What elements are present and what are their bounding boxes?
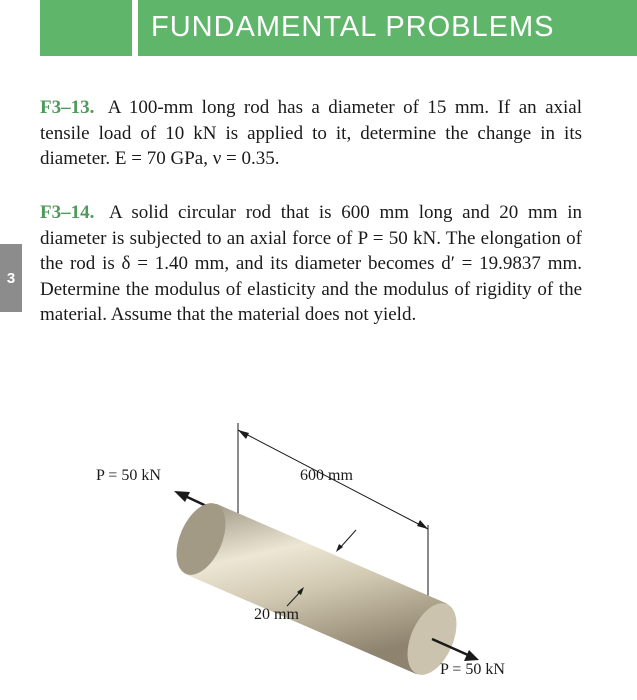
diameter-label: 20 mm (254, 606, 299, 623)
length-label: 600 mm (300, 467, 353, 484)
left-load-arrowhead (174, 491, 190, 502)
problem-number: F3–14. (40, 202, 95, 223)
banner-title: FUNDAMENTAL PROBLEMS (151, 11, 555, 43)
left-load-label: P = 50 kN (96, 467, 161, 484)
right-load-label: P = 50 kN (440, 661, 505, 678)
length-arrowhead-right (417, 520, 428, 529)
chapter-tab: 3 (0, 244, 22, 312)
problem-text: A 100-mm long rod has a diameter of 15 mm. If an axial tensile load of 10 kN is applied to it, determine the change in its diameter. E = 70 GPa, ν = 0.35. (40, 97, 582, 169)
length-arrowhead-left (238, 430, 249, 439)
problem-number: F3–13. (40, 97, 95, 118)
problem-text: A solid circular rod that is 600 mm long and 20 mm in diameter is subjected to an axial force of P = 50 kN. The elongation of the rod is δ = 1.40 mm, and its diameter becomes d′ = 19.9837 mm. Determine the modulus of elasticity and the modulus of rigidity of the material. Assume that the material does not yield. (40, 202, 582, 325)
